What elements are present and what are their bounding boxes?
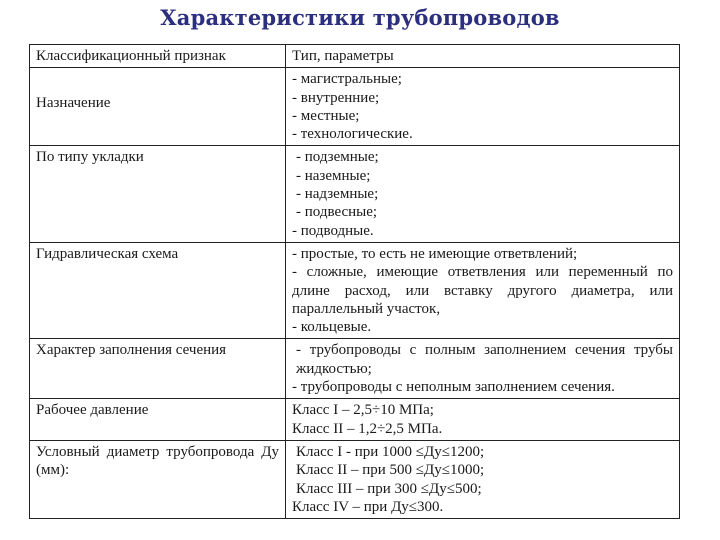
list-item: - трубопроводы с неполным заполнением сечения. xyxy=(292,379,615,396)
list-item: - внутренние; xyxy=(292,89,380,106)
table-row xyxy=(30,339,680,399)
row-label: Рабочее давление xyxy=(30,399,286,441)
list-item: - подземные; xyxy=(296,149,379,166)
list-item: - местные; xyxy=(292,107,360,124)
table-row xyxy=(30,68,680,146)
row-values xyxy=(286,399,680,441)
list-item: - надземные; xyxy=(296,186,379,203)
list-item: - подводные. xyxy=(292,222,374,239)
row-values xyxy=(286,68,680,146)
table-row xyxy=(30,242,680,338)
table-row xyxy=(30,146,680,242)
list-item: Класс II – 1,2÷2,5 МПа. xyxy=(292,420,443,437)
row-label: По типу укладки xyxy=(30,146,286,242)
list-item: - простые, то есть не имеющие ответвлений; xyxy=(292,245,578,262)
row-values xyxy=(286,242,680,338)
list-item: - трубопроводы с полным заполнением сечения трубы жидкостью; xyxy=(296,342,673,377)
list-item: - магистральные; xyxy=(292,71,402,88)
list-item: - подвесные; xyxy=(296,204,378,221)
row-label-text: Назначение xyxy=(36,94,111,111)
list-item: - наземные; xyxy=(296,167,371,184)
table-header-row xyxy=(30,45,680,68)
list-item: Класс I - при 1000 ≤Ду≤1200; xyxy=(296,443,485,460)
header-cell-feature: Классификационный признак xyxy=(30,45,286,68)
list-item: Класс I – 2,5÷10 МПа; xyxy=(292,402,434,419)
list-item: Класс II – при 500 ≤Ду≤1000; xyxy=(296,462,485,479)
row-label xyxy=(30,68,286,146)
row-label xyxy=(30,440,286,518)
list-item: - сложные, имеющие ответвления или переменный по длине расход, или вставку другого диаметра, или параллельный участок, xyxy=(292,264,673,317)
list-item: Класс III – при 300 ≤Ду≤500; xyxy=(296,480,482,497)
row-label-text: Условный диаметр трубопровода Ду (мм): xyxy=(36,443,279,479)
list-item: - кольцевые. xyxy=(292,319,372,336)
table-row xyxy=(30,399,680,441)
list-item: Класс IV – при Ду≤300. xyxy=(292,498,444,515)
page-title: Характеристики трубопроводов xyxy=(160,5,560,30)
row-values xyxy=(286,146,680,242)
table-row xyxy=(30,440,680,518)
header-cell-type: Тип, параметры xyxy=(286,45,680,68)
row-label: Характер заполнения сечения xyxy=(30,339,286,399)
list-item: - технологические. xyxy=(292,126,413,143)
pipelines-table xyxy=(29,44,680,519)
row-label: Гидравлическая схема xyxy=(30,242,286,338)
row-values xyxy=(286,339,680,399)
row-values xyxy=(286,440,680,518)
